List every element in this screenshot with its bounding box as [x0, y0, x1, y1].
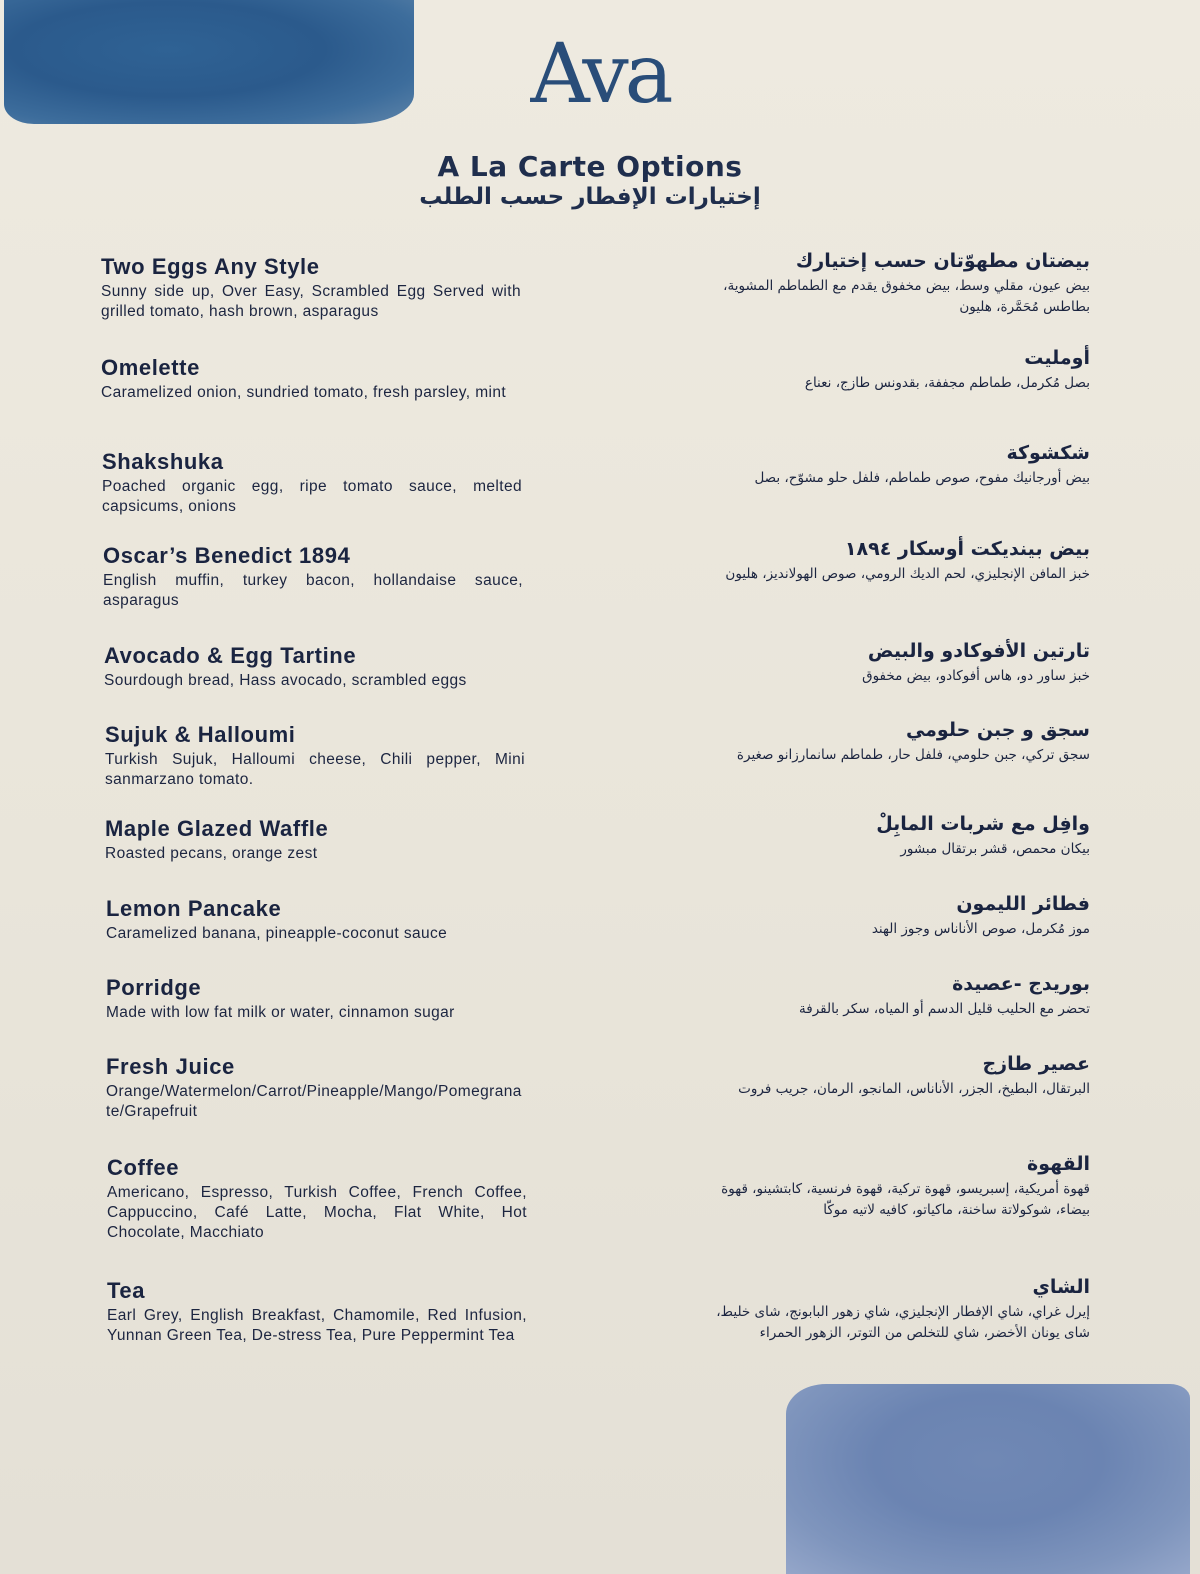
item-desc-ar: خبز المافن الإنجليزي، لحم الديك الرومي، صوص الهولانديز، هليون [725, 566, 1090, 582]
menu-item-en [107, 1278, 527, 1346]
item-desc-en: Caramelized onion, sundried tomato, fresh parsley, mint [101, 384, 507, 401]
menu-item-ar [690, 893, 1090, 940]
menu-item-ar [690, 1053, 1090, 1100]
item-desc-en: English muffin, turkey bacon, hollandaise sauce, asparagus [103, 572, 523, 609]
item-name-ar: بوريدج -عصيدة [952, 973, 1090, 995]
item-name-ar: فطائر الليمون [956, 893, 1090, 915]
item-desc-en: Roasted pecans, orange zest [105, 845, 318, 862]
menu-title-arabic: إختيارات الإفطار حسب الطلب [419, 184, 761, 210]
menu-item-ar [690, 347, 1090, 394]
item-name-en: Two Eggs Any Style [101, 254, 320, 279]
item-name-ar: سجق و جبن حلومي [905, 719, 1090, 741]
menu-item-ar [690, 1153, 1090, 1221]
item-name-en: Oscar’s Benedict 1894 [103, 543, 351, 568]
item-name-ar: بيضتان مطهوّتان حسب إختيارك [795, 250, 1090, 272]
item-name-ar: أومليت [1024, 347, 1090, 369]
item-name-ar: وافِل مع شربات المابِلْ [876, 813, 1090, 835]
item-desc-en: Turkish Sujuk, Halloumi cheese, Chili pepper, Mini sanmarzano tomato. [105, 751, 525, 788]
item-name-ar: بيض بينديكت أوسكار ١٨٩٤ [844, 538, 1090, 560]
item-desc-ar: بيكان محمص، قشر برتقال مبشور [900, 841, 1090, 857]
item-desc-ar: موز مُكرمل، صوص الأناناس وجوز الهند [871, 921, 1090, 937]
item-desc-ar: إيرل غراي، شاي الإفطار الإنجليزي، شاي زهور البابونج، شاى خليط، شاى يونان الأخضر، شاي للتخلص من التوتر، الزهور الحمراء [716, 1304, 1090, 1341]
item-name-ar: شكشوكة [1006, 442, 1090, 464]
item-desc-ar: سجق تركي، جبن حلومي، فلفل حار، طماطم سانمارزانو صغيرة [736, 747, 1090, 763]
menu-item-en [107, 1155, 527, 1243]
item-name-en: Avocado & Egg Tartine [104, 643, 357, 668]
item-desc-ar: خبز ساور دو، هاس أفوكادو، بيض مخفوق [862, 668, 1090, 684]
item-name-ar: تارتين الأفوكادو والبيض [867, 640, 1090, 662]
menu-item-en [102, 449, 522, 517]
menu-item-en [106, 975, 526, 1023]
item-name-en: Lemon Pancake [106, 896, 282, 921]
item-desc-ar: تحضر مع الحليب قليل الدسم أو المياه، سكر بالقرفة [799, 1001, 1090, 1017]
item-desc-en: Caramelized banana, pineapple-coconut sauce [106, 925, 448, 942]
item-desc-en: Orange/Watermelon/Carrot/Pineapple/Mango/Pomegranate/Grapefruit [106, 1083, 522, 1120]
item-desc-ar: بصل مُكرمل، طماطم مجففة، بقدونس طازج، نعناع [804, 375, 1090, 391]
item-desc-ar: قهوة أمريكية، إسبريسو، قهوة تركية، قهوة فرنسية، كابتشينو، قهوة بيضاء، شوكولاتة ساخنة، ماكياتو، كافيه لاتيه موكّا [721, 1181, 1090, 1218]
item-name-en: Omelette [101, 355, 200, 380]
item-desc-en: Sunny side up, Over Easy, Scrambled Egg Served with grilled tomato, hash brown, asparagus [101, 283, 521, 320]
brand-logo: Ava [530, 27, 670, 122]
item-desc-en: Made with low fat milk or water, cinnamon sugar [106, 1004, 455, 1021]
menu-item-ar [690, 250, 1090, 318]
item-name-ar: عصير طازج [982, 1053, 1090, 1075]
item-name-en: Porridge [106, 975, 202, 1000]
menu-item-en [104, 643, 524, 691]
item-desc-en: Earl Grey, English Breakfast, Chamomile, Red Infusion, Yunnan Green Tea, De-stress Tea, Pure Peppermint Tea [107, 1307, 527, 1344]
menu-item-ar [690, 719, 1090, 766]
item-name-ar: الشاي [1032, 1276, 1090, 1298]
item-desc-ar: بيض عيون، مقلي وسط، بيض مخفوق يقدم مع الطماطم المشوية، بطاطس مُحَمَّرة، هليون [723, 278, 1090, 315]
item-desc-ar: بيض أورجانيك مفوح، صوص طماطم، فلفل حلو مشوّح، بصل [754, 470, 1090, 486]
menu-item-en [103, 543, 523, 611]
menu-item-en [106, 1054, 526, 1122]
menu-item-en [106, 896, 526, 944]
menu-item-en [101, 254, 521, 322]
item-name-en: Fresh Juice [106, 1054, 235, 1079]
watercolor-wash-bottom [786, 1384, 1190, 1574]
item-name-en: Shakshuka [102, 449, 224, 474]
item-name-en: Maple Glazed Waffle [105, 816, 329, 841]
item-name-en: Sujuk & Halloumi [105, 722, 296, 747]
item-name-en: Tea [107, 1278, 146, 1303]
menu-item-ar [690, 538, 1090, 585]
item-desc-ar: البرتقال، البطيخ، الجزر، الأناناس، المانجو، الرمان، جريب فروت [738, 1081, 1090, 1097]
item-desc-en: Poached organic egg, ripe tomato sauce, melted capsicums, onions [102, 478, 522, 515]
item-name-en: Coffee [107, 1155, 180, 1180]
menu-item-ar [690, 640, 1090, 687]
menu-item-en [105, 722, 525, 790]
item-name-ar: القهوة [1027, 1153, 1090, 1175]
menu-item-ar [690, 813, 1090, 860]
menu-title-english: A La Carte Options [437, 150, 743, 183]
menu-item-en [105, 816, 525, 864]
menu-item-ar [690, 442, 1090, 489]
menu-item-en [101, 355, 521, 403]
item-desc-en: Americano, Espresso, Turkish Coffee, French Coffee, Cappuccino, Café Latte, Mocha, Flat White, Hot Chocolate, Macchiato [107, 1184, 527, 1241]
item-desc-en: Sourdough bread, Hass avocado, scrambled eggs [104, 672, 467, 689]
menu-item-ar [690, 973, 1090, 1020]
menu-item-ar [690, 1276, 1090, 1344]
